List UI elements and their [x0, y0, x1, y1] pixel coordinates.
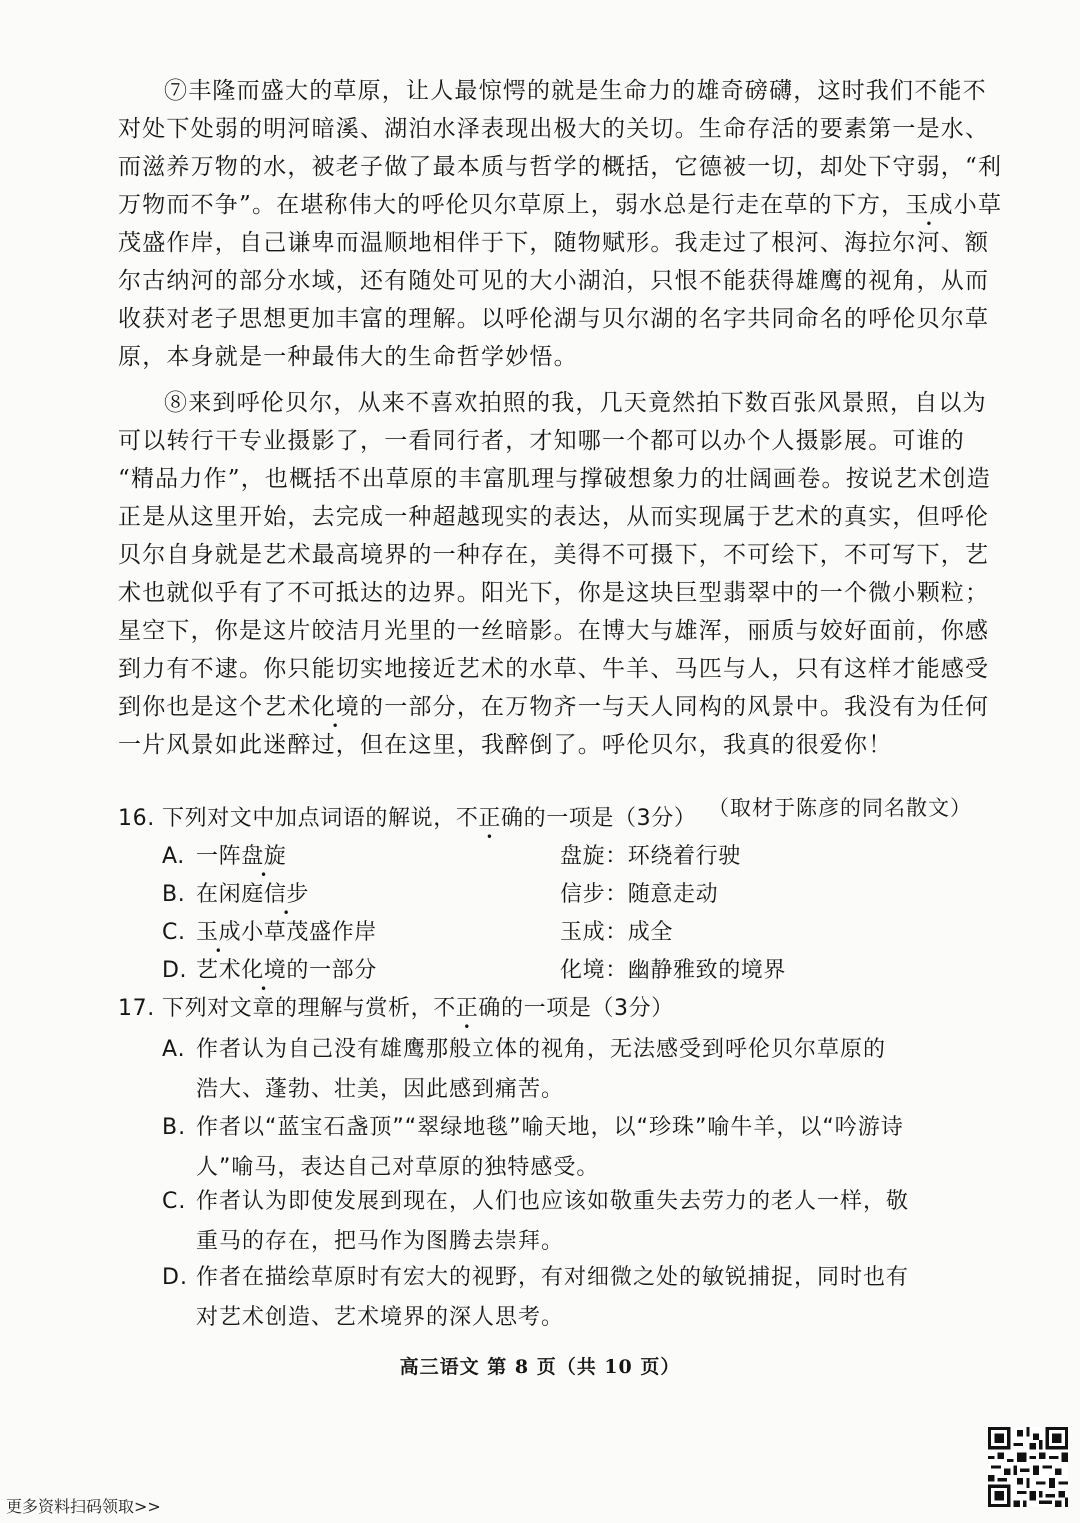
para7-line: 收获对老子思想更加丰富的理解。以呼伦湖与贝尔湖的名字共同命名的呼伦贝尔草	[118, 306, 990, 332]
para7-line: 茂盛作岸，自己谦卑而温顺地相伴于下，随物赋形。我走过了根河、海拉尔河、额	[118, 230, 990, 256]
para8-line: 一片风景如此迷醉过，但在这里，我醉倒了。呼伦贝尔，我真的很爱你！	[118, 732, 893, 758]
para8-line: 可以转行干专业摄影了，一看同行者，才知哪一个都可以办个人摄影展。可谁的	[118, 428, 965, 454]
para8-line: ⑧来到呼伦贝尔，从来不喜欢拍照的我，几天竟然拍下数百张风景照，自以为	[164, 390, 987, 416]
para8-line: 到你也是这个艺术化境的一部分，在万物齐一与天人同构的风景中。我没有为任何	[118, 694, 990, 720]
q16-option-c[interactable]: C. 玉成小草茂盛作岸 玉成：成全	[162, 914, 982, 952]
more-resources-link[interactable]: 更多资料扫码领取>>	[6, 1497, 161, 1516]
option-explanation: 化境：幽静雅致的境界	[560, 958, 787, 983]
para7-line: 而滋养万物的水，被老子做了最本质与哲学的概括，它德被一切，却处下守弱，“利	[118, 154, 1003, 180]
q17-option-c[interactable]: C. 作者认为即使发展到现在，人们也应该如敬重失去劳力的老人一样，敬 重马的存在，把马作为图腾去崇拜。	[162, 1189, 910, 1254]
para8-line: 术也就似乎有了不可抵达的边界。阳光下，你是这块巨型翡翠中的一个微小颗粒；	[118, 580, 990, 606]
dotted-word: 化境	[241, 958, 287, 983]
para8-line: 贝尔自身就是艺术最高境界的一种存在，美得不可摄下，不可绘下，不可写下，艺	[118, 542, 990, 568]
q17-option-a[interactable]: A. 作者认为自己没有雄鹰那般立体的视角，无法感受到呼伦贝尔草原的 浩大、蓬勃、壮美，因此感到痛苦。	[162, 1037, 887, 1102]
dotted-word: 化境	[311, 694, 361, 720]
dotted-word: 玉成	[196, 920, 242, 945]
para7-line: 尔古纳河的部分水域，还有随处可见的大小湖泊，只恨不能获得雄鹰的视角，从而	[118, 268, 990, 294]
dotted-word: 不正确	[433, 996, 502, 1021]
q16-option-a[interactable]: A. 一阵盘旋 盘旋：环绕着行驶	[162, 838, 982, 876]
para8-line: 到力有不逮。你只能切实地接近艺术的水草、牛羊、马匹与人，只有这样才能感受	[118, 656, 990, 682]
para8-line: 星空下，你是这片皎洁月光里的一丝暗影。在博大与雄浑，丽质与姣好面前，你感	[118, 618, 990, 644]
question-number: 16.	[118, 806, 155, 831]
option-explanation: 信步：随意走动	[560, 882, 719, 907]
paragraph-7	[118, 72, 1003, 376]
qr-code-icon[interactable]	[988, 1427, 1068, 1507]
dotted-word: 玉成	[905, 192, 954, 218]
q17-option-d[interactable]: D. 作者在描绘草原时有宏大的视野，有对细微之处的敏锐捕捉，同时也有 对艺术创造、艺术境界的深人思考。	[162, 1265, 910, 1330]
question-17-stem: 17. 下列对文章的理解与赏析，不正确的一项是（3分）	[118, 990, 988, 1028]
q17-option-b[interactable]: B. 作者以“蓝宝石盏顶”“翠绿地毯”喻天地，以“珍珠”喻牛羊，以“吟游诗 人”喻马，表达自己对草原的独特感受。	[162, 1115, 904, 1180]
q16-option-d[interactable]: D. 艺术化境的一部分 化境：幽静雅致的境界	[162, 952, 982, 990]
option-explanation: 盘旋：环绕着行驶	[560, 844, 741, 869]
dotted-word: 信步	[263, 882, 310, 907]
question-16-stem: 16. 下列对文中加点词语的解说，不正确的一项是（3分）	[118, 800, 988, 838]
question-number: 17.	[118, 996, 155, 1021]
source-citation: （取材于陈彦的同名散文）	[708, 796, 972, 820]
para7-line: 对处下处弱的明河暗溪、湖泊水泽表现出极大的关切。生命存活的要素第一是水、	[118, 116, 990, 142]
para8-line: “精品力作”，也概括不出草原的丰富肌理与撑破想象力的壮阔画卷。按说艺术创造	[118, 466, 991, 492]
dotted-word: 盘旋	[241, 844, 287, 869]
para7-line: 万物而不争”。在堪称伟大的呼伦贝尔草原上，弱水总是行走在草的下方，玉成小草	[118, 192, 1003, 218]
page-footer: 高三语文 第 8 页（共 10 页）	[399, 1356, 681, 1378]
para8-line: 正是从这里开始，去完成一种超越现实的表达，从而实现属于艺术的真实，但呼伦	[118, 504, 990, 530]
paragraph-8	[118, 384, 991, 764]
para7-line: 原，本身就是一种最伟大的生命哲学妙悟。	[118, 344, 578, 370]
option-explanation: 玉成：成全	[560, 920, 674, 945]
dotted-word: 不正确	[455, 806, 524, 831]
para7-line: ⑦丰隆而盛大的草原，让人最惊愕的就是生命力的雄奇磅礴，这时我们不能不	[164, 78, 987, 104]
q16-option-b[interactable]: B. 在闲庭信步 信步：随意走动	[162, 876, 982, 914]
